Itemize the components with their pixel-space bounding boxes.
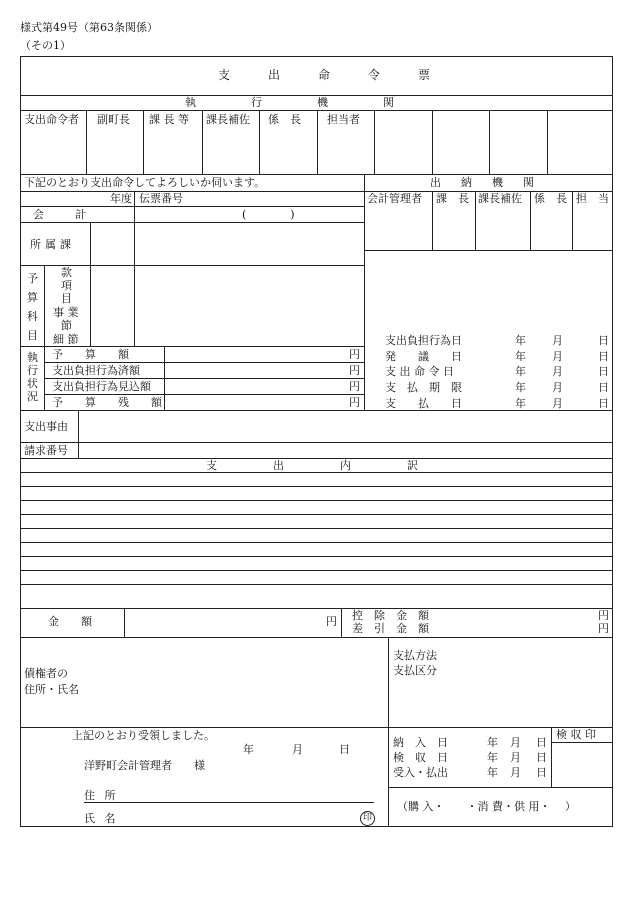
suitou-kacho-hosa: 課長補佐: [478, 192, 522, 205]
shikko-label-2: 行: [27, 364, 38, 377]
ukeire-year: 年: [487, 766, 498, 779]
denpyo-label: 伝票番号: [139, 192, 183, 205]
receipt-address-label: 住 所: [84, 789, 119, 802]
yosan-kamoku-3: 科: [27, 310, 38, 323]
role-kacho: 課 長 等: [149, 113, 189, 126]
yosan-kamoku-4: 目: [27, 329, 38, 342]
shikko-row-label: 予 算 額: [52, 348, 129, 361]
date-month: 月: [552, 381, 563, 394]
payment-method-label: 支払方法: [393, 649, 437, 662]
receipt-month: 月: [292, 743, 303, 756]
request-text: 下記のとおり支出命令してよろしいか伺います。: [24, 176, 266, 189]
kenshu-month: 月: [510, 751, 521, 764]
shishutsu-jiyu-label: 支出事由: [24, 420, 68, 433]
ukeire-day: 日: [536, 766, 547, 779]
nounyu-label: 納 入 日: [393, 736, 448, 749]
kaikei-label: 会 計: [33, 208, 96, 221]
form-title: 支出命令票: [218, 68, 469, 82]
purchase-type: （購 入・ ・消 費・供 用・ ）: [397, 800, 576, 813]
shikko-row-unit: 円: [349, 348, 360, 361]
suitou-tanto: 担 当: [576, 192, 609, 205]
role-tantousha: 担当者: [327, 113, 360, 126]
kenshu-year: 年: [487, 751, 498, 764]
date-day: 日: [598, 381, 609, 394]
kamoku-saisetsu: 細 節: [53, 333, 79, 346]
shikko-label-3: 状: [27, 377, 38, 390]
shikko-row-unit: 円: [349, 364, 360, 377]
date-month: 月: [552, 350, 563, 363]
nounyu-month: 月: [510, 736, 521, 749]
shikko-row-unit: 円: [349, 396, 360, 409]
shikko-label-1: 執: [27, 351, 38, 364]
role-kacho-hosa: 課長補佐: [206, 113, 250, 126]
form-number: 様式第49号（第63条関係）: [20, 21, 158, 34]
suitou-title: 出納機関: [430, 176, 554, 189]
receipt-day: 日: [339, 743, 350, 756]
receipt-year: 年: [243, 743, 254, 756]
shikko-row-unit: 円: [349, 380, 360, 393]
date-year: 年: [515, 365, 526, 378]
role-fukuchocho: 副町長: [97, 113, 130, 126]
suitou-kacho: 課 長: [436, 192, 469, 205]
date-month: 月: [552, 365, 563, 378]
seikyu-bango-label: 請求番号: [24, 444, 68, 457]
date-day: 日: [598, 350, 609, 363]
role-shishutsu-meireisha: 支出命令者: [24, 113, 79, 126]
amount-label: 金 額: [48, 615, 92, 628]
date-year: 年: [515, 334, 526, 347]
receipt-to: 洋野町会計管理者 様: [84, 759, 205, 772]
suitou-kaikei-kanrisha: 会計管理者: [367, 192, 422, 205]
shikko-row-label: 支出負担行為済額: [52, 364, 140, 377]
date-month: 月: [552, 334, 563, 347]
kenshu-day: 日: [536, 751, 547, 764]
kamoku-kan: 款: [61, 266, 72, 279]
suitou-kakaricho: 係 長: [534, 192, 567, 205]
shikko-row-label: 支出負担行為見込額: [52, 380, 151, 393]
nounyu-day: 日: [536, 736, 547, 749]
uchiwake-title: 支出内訳: [206, 459, 474, 472]
form-part: （その1）: [20, 39, 71, 52]
receipt-text: 上記のとおり受領しました。: [72, 729, 215, 742]
creditor-line2: 住所・氏名: [24, 683, 79, 696]
kamoku-jigyou: 事 業: [53, 306, 79, 319]
kamoku-kou: 項: [61, 279, 72, 292]
kaikei-paren: ( ): [242, 208, 295, 221]
date-label-meirei: 支 出 命 令 日: [385, 365, 454, 378]
kamoku-setsu: 節: [61, 319, 72, 332]
date-day: 日: [598, 365, 609, 378]
sashihiki-label: 差 引 金 額: [352, 622, 429, 635]
sashihiki-unit: 円: [598, 622, 609, 635]
date-label-hatsugi: 発 議 日: [385, 350, 462, 363]
nendo-label: 年度: [110, 192, 132, 205]
yosan-kamoku-1: 予: [27, 272, 38, 285]
date-month: 月: [552, 397, 563, 410]
shikko-label-4: 況: [27, 390, 38, 403]
koujo-unit: 円: [598, 609, 609, 622]
kenshu-label: 検 収 日: [393, 751, 448, 764]
kamoku-moku: 目: [61, 292, 72, 305]
role-kakaricho: 係 長: [268, 113, 301, 126]
ukeire-label: 受入・払出: [393, 766, 448, 779]
date-year: 年: [515, 381, 526, 394]
date-day: 日: [598, 397, 609, 410]
date-year: 年: [515, 397, 526, 410]
date-day: 日: [598, 334, 609, 347]
payment-kubun-label: 支払区分: [393, 664, 437, 677]
ukeire-month: 月: [510, 766, 521, 779]
amount-unit: 円: [326, 615, 337, 628]
shozoku-label: 所属課: [30, 238, 75, 251]
date-label-shiharai: 支 払 日: [385, 397, 462, 410]
seal-mark: 印: [360, 811, 375, 826]
nounyu-year: 年: [487, 736, 498, 749]
date-label-kigen: 支 払 期 限: [385, 381, 462, 394]
shikko-row-label: 予 算 残 額: [52, 396, 162, 409]
kenshu-in-label: 検 収 印: [556, 728, 596, 741]
date-year: 年: [515, 350, 526, 363]
date-label-futan: 支出負担行為日: [385, 334, 462, 347]
yosan-kamoku-2: 算: [27, 291, 38, 304]
creditor-line1: 債権者の: [24, 667, 68, 680]
koujo-label: 控 除 金 額: [352, 609, 429, 622]
receipt-name-label: 氏 名: [84, 812, 119, 825]
exec-org-title: 執行機関: [185, 96, 449, 109]
